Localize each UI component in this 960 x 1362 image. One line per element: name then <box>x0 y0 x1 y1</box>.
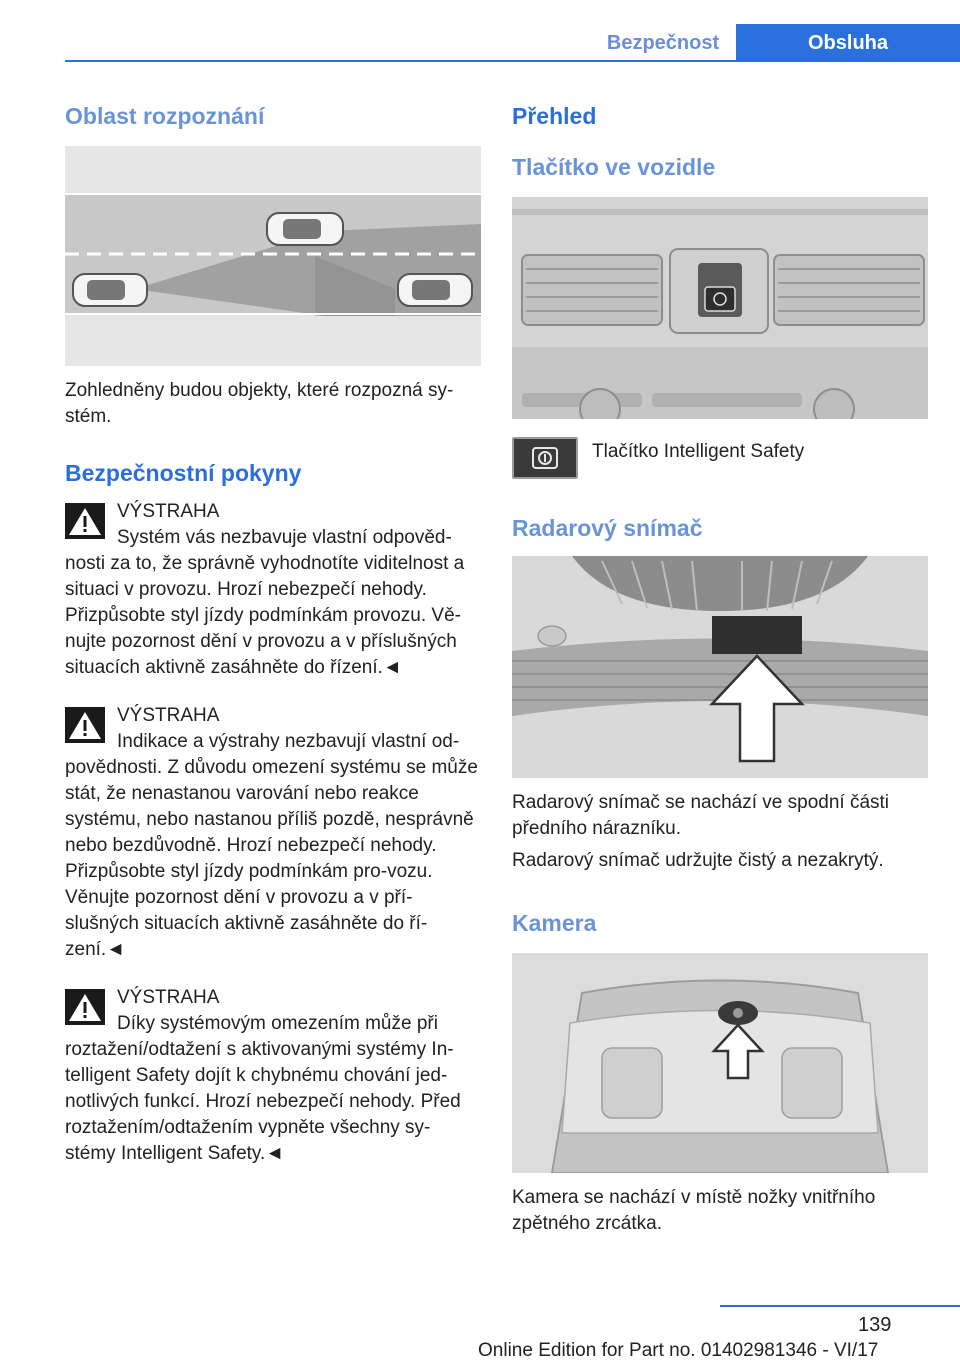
radar-text-1: Radarový snímač se nachází ve spodní části předního nárazníku. <box>512 792 890 839</box>
radar-figure <box>512 556 928 778</box>
radar-title: Radarový snímač <box>512 515 703 541</box>
warning-2-text: Indikace a výstrahy nezbavují vlastní od-povědnosti. Z důvodu omezení systému se může stát, že nenastanou varování nebo reakce systému, nebo nastanou příliš pozdě, nesprávně nebo bezdůvodně. Hrozí nebezpečí nehody. Přizpůsobte styl jízdy podmínkám pro-vozu. Věnujte pozornost dění v provozu a v pří-slušných situacích aktivně zasáhněte do ří-zení.◄ <box>65 731 478 960</box>
warning-1-title: VÝSTRAHA <box>117 501 220 522</box>
warning-triangle-icon <box>65 503 105 539</box>
warning-2-title: VÝSTRAHA <box>117 705 220 726</box>
safety-title: Bezpečnostní pokyny <box>65 460 302 486</box>
button-legend <box>512 437 928 479</box>
right-column <box>512 95 928 1237</box>
warning-2 <box>65 703 481 963</box>
button-label: Tlačítko Intelligent Safety <box>592 441 805 462</box>
button-title: Tlačítko ve vozidle <box>512 154 716 180</box>
radar-sensor-illustration <box>512 556 928 778</box>
area-title: Oblast rozpoznání <box>65 103 265 129</box>
header-section-prev: Bezpečnost <box>606 31 720 54</box>
header-section-active: Obsluha <box>736 24 960 62</box>
area-caption: Zohledněny budou objekty, které rozpozná sy-stém. <box>65 380 454 427</box>
detection-area-figure <box>65 146 481 366</box>
dashboard-button-figure <box>512 197 928 419</box>
camera-illustration <box>512 953 928 1173</box>
warning-3-title: VÝSTRAHA <box>117 987 220 1008</box>
camera-title: Kamera <box>512 910 597 936</box>
camera-figure <box>512 953 928 1173</box>
radar-text-2: Radarový snímač udržujte čistý a nezakrytý. <box>512 850 884 871</box>
page-number: 139 <box>858 1314 892 1336</box>
dashboard-illustration <box>512 197 928 419</box>
warning-triangle-icon <box>65 707 105 743</box>
warning-3 <box>65 985 481 1167</box>
warning-1 <box>65 499 481 681</box>
intelligent-safety-button-icon <box>512 437 578 479</box>
detection-area-illustration <box>65 146 481 366</box>
overview-title: Přehled <box>512 103 597 129</box>
header-rule <box>65 60 960 62</box>
warning-1-text: Systém vás nezbavuje vlastní odpověd-nosti za to, že správně vyhodnotíte viditelnost a situaci v provozu. Hrozí nebezpečí nehody. Přizpůsobte styl jízdy podmínkám provozu. Vě-nujte pozornost dění v provozu a v příslušných situacích aktivně zasáhněte do řízení.◄ <box>65 527 465 678</box>
edition-label: Online Edition for Part no. 01402981346 - VI/17 <box>478 1340 879 1361</box>
footer-rule <box>720 1305 960 1307</box>
camera-text: Kamera se nachází v místě nožky vnitřního zpětného zrcátka. <box>512 1187 876 1234</box>
left-column <box>65 95 481 1167</box>
warning-3-text: Díky systémovým omezením může při roztažení/odtažení s aktivovanými systémy In-telligent Safety dojít k chybnému chování jed-notlivých funkcí. Hrozí nebezpečí nehody. Před roztažením/odtažením vypněte všechny sy-stémy Intelligent Safety.◄ <box>65 1013 461 1164</box>
warning-triangle-icon <box>65 989 105 1025</box>
